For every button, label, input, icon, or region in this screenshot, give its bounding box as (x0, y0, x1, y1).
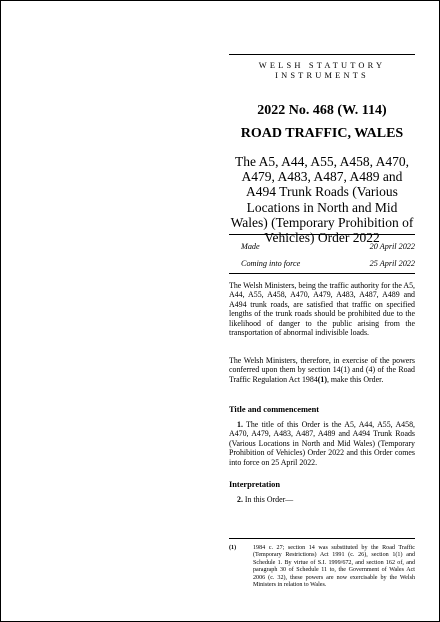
order-title: The A5, A44, A55, A458, A470, A479, A483, A487, A489 and A494 Trunk Roads (Various Locations in North and Mid Wales) (Temporary Prohibition of Vehicles) Order 2022 (230, 154, 414, 246)
section-heading-title: Title and commencement (229, 405, 320, 414)
header-rule (229, 54, 415, 55)
section-number: 2. (237, 495, 243, 504)
footnote-rule (229, 538, 415, 539)
dates-bottom-rule (229, 273, 415, 274)
section-heading-interpretation: Interpretation (229, 480, 281, 489)
preamble-text-end: , make this Order. (326, 374, 384, 384)
date-label: Made (241, 242, 260, 251)
section-text: The title of this Order is the A5, A44, A55, A458, A470, A479, A483, A487, A489 and A494 Trunk Roads (Various Locations in North and Mid Wales) (Temporary Prohibition of Vehicles) Order 2022 and this Order comes into force on 25 April 2022. (229, 420, 415, 467)
order-number: 2022 No. 468 (W. 114) (257, 103, 387, 118)
footnote-mark: (1) (229, 545, 237, 551)
section-1-paragraph (229, 420, 415, 467)
series-heading: WELSH STATUTORY INSTRUMENTS (258, 61, 386, 80)
date-label: Coming into force (241, 259, 301, 268)
preamble-text: The Welsh Ministers, therefore, in exercise of the powers conferred upon them by section 14(1) and (4) of the Road Traffic Regulation Act 1984 (229, 356, 415, 384)
section-number: 1. (237, 420, 243, 429)
preamble-paragraph-1: The Welsh Ministers, being the traffic authority for the A5, A44, A55, A458, A470, A479, A483, A487, A489 and A494 trunk roads, are satisfied that traffic on specified lengths of the trunk roads should be prohibited due to the likelihood of danger to the public arising from the transportation of abnormal indivisible loads. (229, 281, 415, 338)
section-2-paragraph (229, 495, 415, 504)
date-value: 25 April 2022 (369, 259, 415, 268)
order-subject: ROAD TRAFFIC, WALES (240, 126, 404, 141)
date-value: 20 April 2022 (369, 242, 415, 251)
footnote-reference[interactable]: (1) (317, 374, 327, 384)
footnote-text: 1984 c. 27; section 14 was substituted by the Road Traffic (Temporary Restrictions) Act 1991 (c. 26), section 1(1) and Schedule 1. By virtue of S.I. 1999/672, and section 162 of, and paragraph 30 of Schedule 11 to, the Government of Wales Act 2006 (c. 32), these powers are now exercisable by the Welsh Ministers in relation to Wales. (253, 545, 415, 589)
section-text: In this Order— (242, 495, 294, 504)
preamble-paragraph-2 (229, 356, 415, 384)
dates-top-rule (229, 234, 415, 235)
